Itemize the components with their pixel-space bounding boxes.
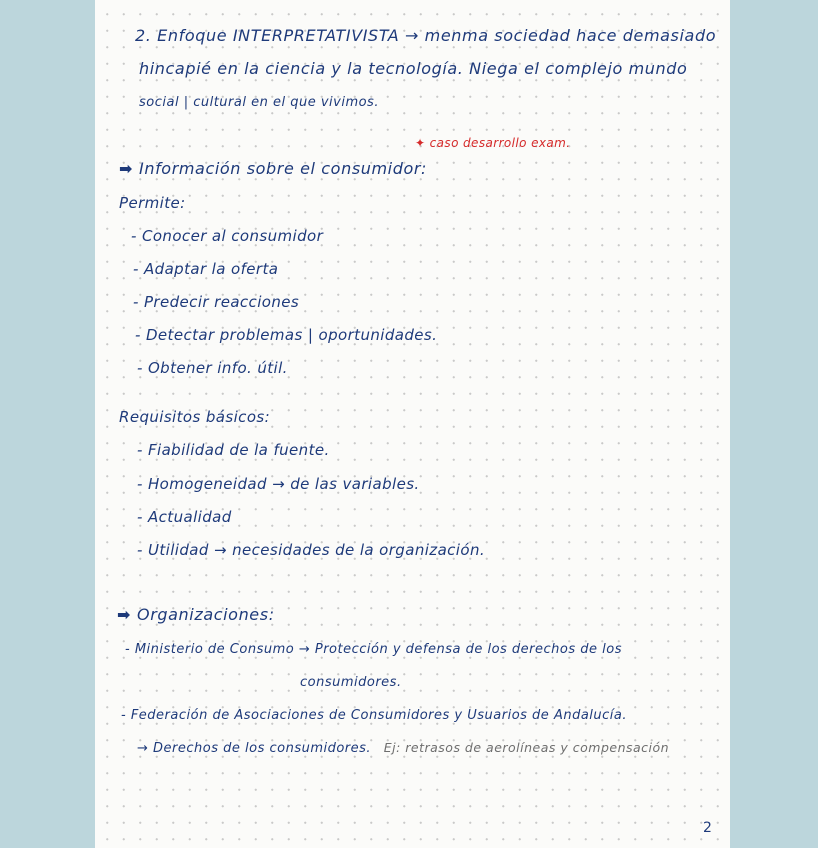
requisitos-item: - Fiabilidad de la fuente.: [137, 441, 330, 459]
org-heading-row: [117, 605, 275, 625]
permite-item: - Adaptar la oferta: [133, 260, 279, 278]
requisitos-item: - Utilidad → necesidades de la organización.: [137, 541, 486, 559]
approach-line-1: 2. Enfoque INTERPRETATIVISTA → menma sociedad hace demasiado: [135, 26, 717, 45]
permite-item: - Conocer al consumidor: [131, 227, 324, 245]
red-annotation: ✦ caso desarrollo exam.: [415, 136, 571, 150]
notebook-page: [95, 0, 730, 848]
approach-line-3: social | cultural en el que vivimos.: [139, 95, 379, 110]
permite-item: - Detectar problemas | oportunidades.: [135, 326, 438, 344]
info-heading: Información sobre el consumidor:: [139, 159, 428, 178]
org-heading: Organizaciones:: [137, 605, 275, 624]
org-item-2-sub: → Derechos de los consumidores.: [137, 741, 372, 756]
bold-arrow-icon: ➡: [119, 159, 134, 178]
org-item-1-line-1: - Ministerio de Consumo → Protección y defensa de los derechos de los: [125, 642, 622, 657]
requisitos-label: Requisitos básicos:: [119, 408, 271, 426]
approach-line-2: hincapié en la ciencia y la tecnología. Niega el complejo mundo: [139, 59, 688, 78]
requisitos-item: - Homogeneidad → de las variables.: [137, 475, 420, 493]
permite-item: - Predecir reacciones: [133, 293, 300, 311]
org-item-2-sub-row: [137, 738, 669, 759]
org-item-1-line-2: consumidores.: [300, 675, 402, 690]
page-number: 2: [703, 820, 712, 836]
bold-arrow-icon: ➡: [117, 605, 132, 624]
info-heading-row: [119, 159, 427, 179]
permite-item: - Obtener info. útil.: [137, 359, 288, 377]
permite-label: Permite:: [119, 194, 186, 212]
requisitos-item: - Actualidad: [137, 508, 232, 526]
org-item-2-example: Ej: retrasos de aerolíneas y compensación: [383, 740, 670, 755]
org-item-2: - Federación de Asociaciones de Consumidores y Usuarios de Andalucía.: [121, 708, 627, 723]
